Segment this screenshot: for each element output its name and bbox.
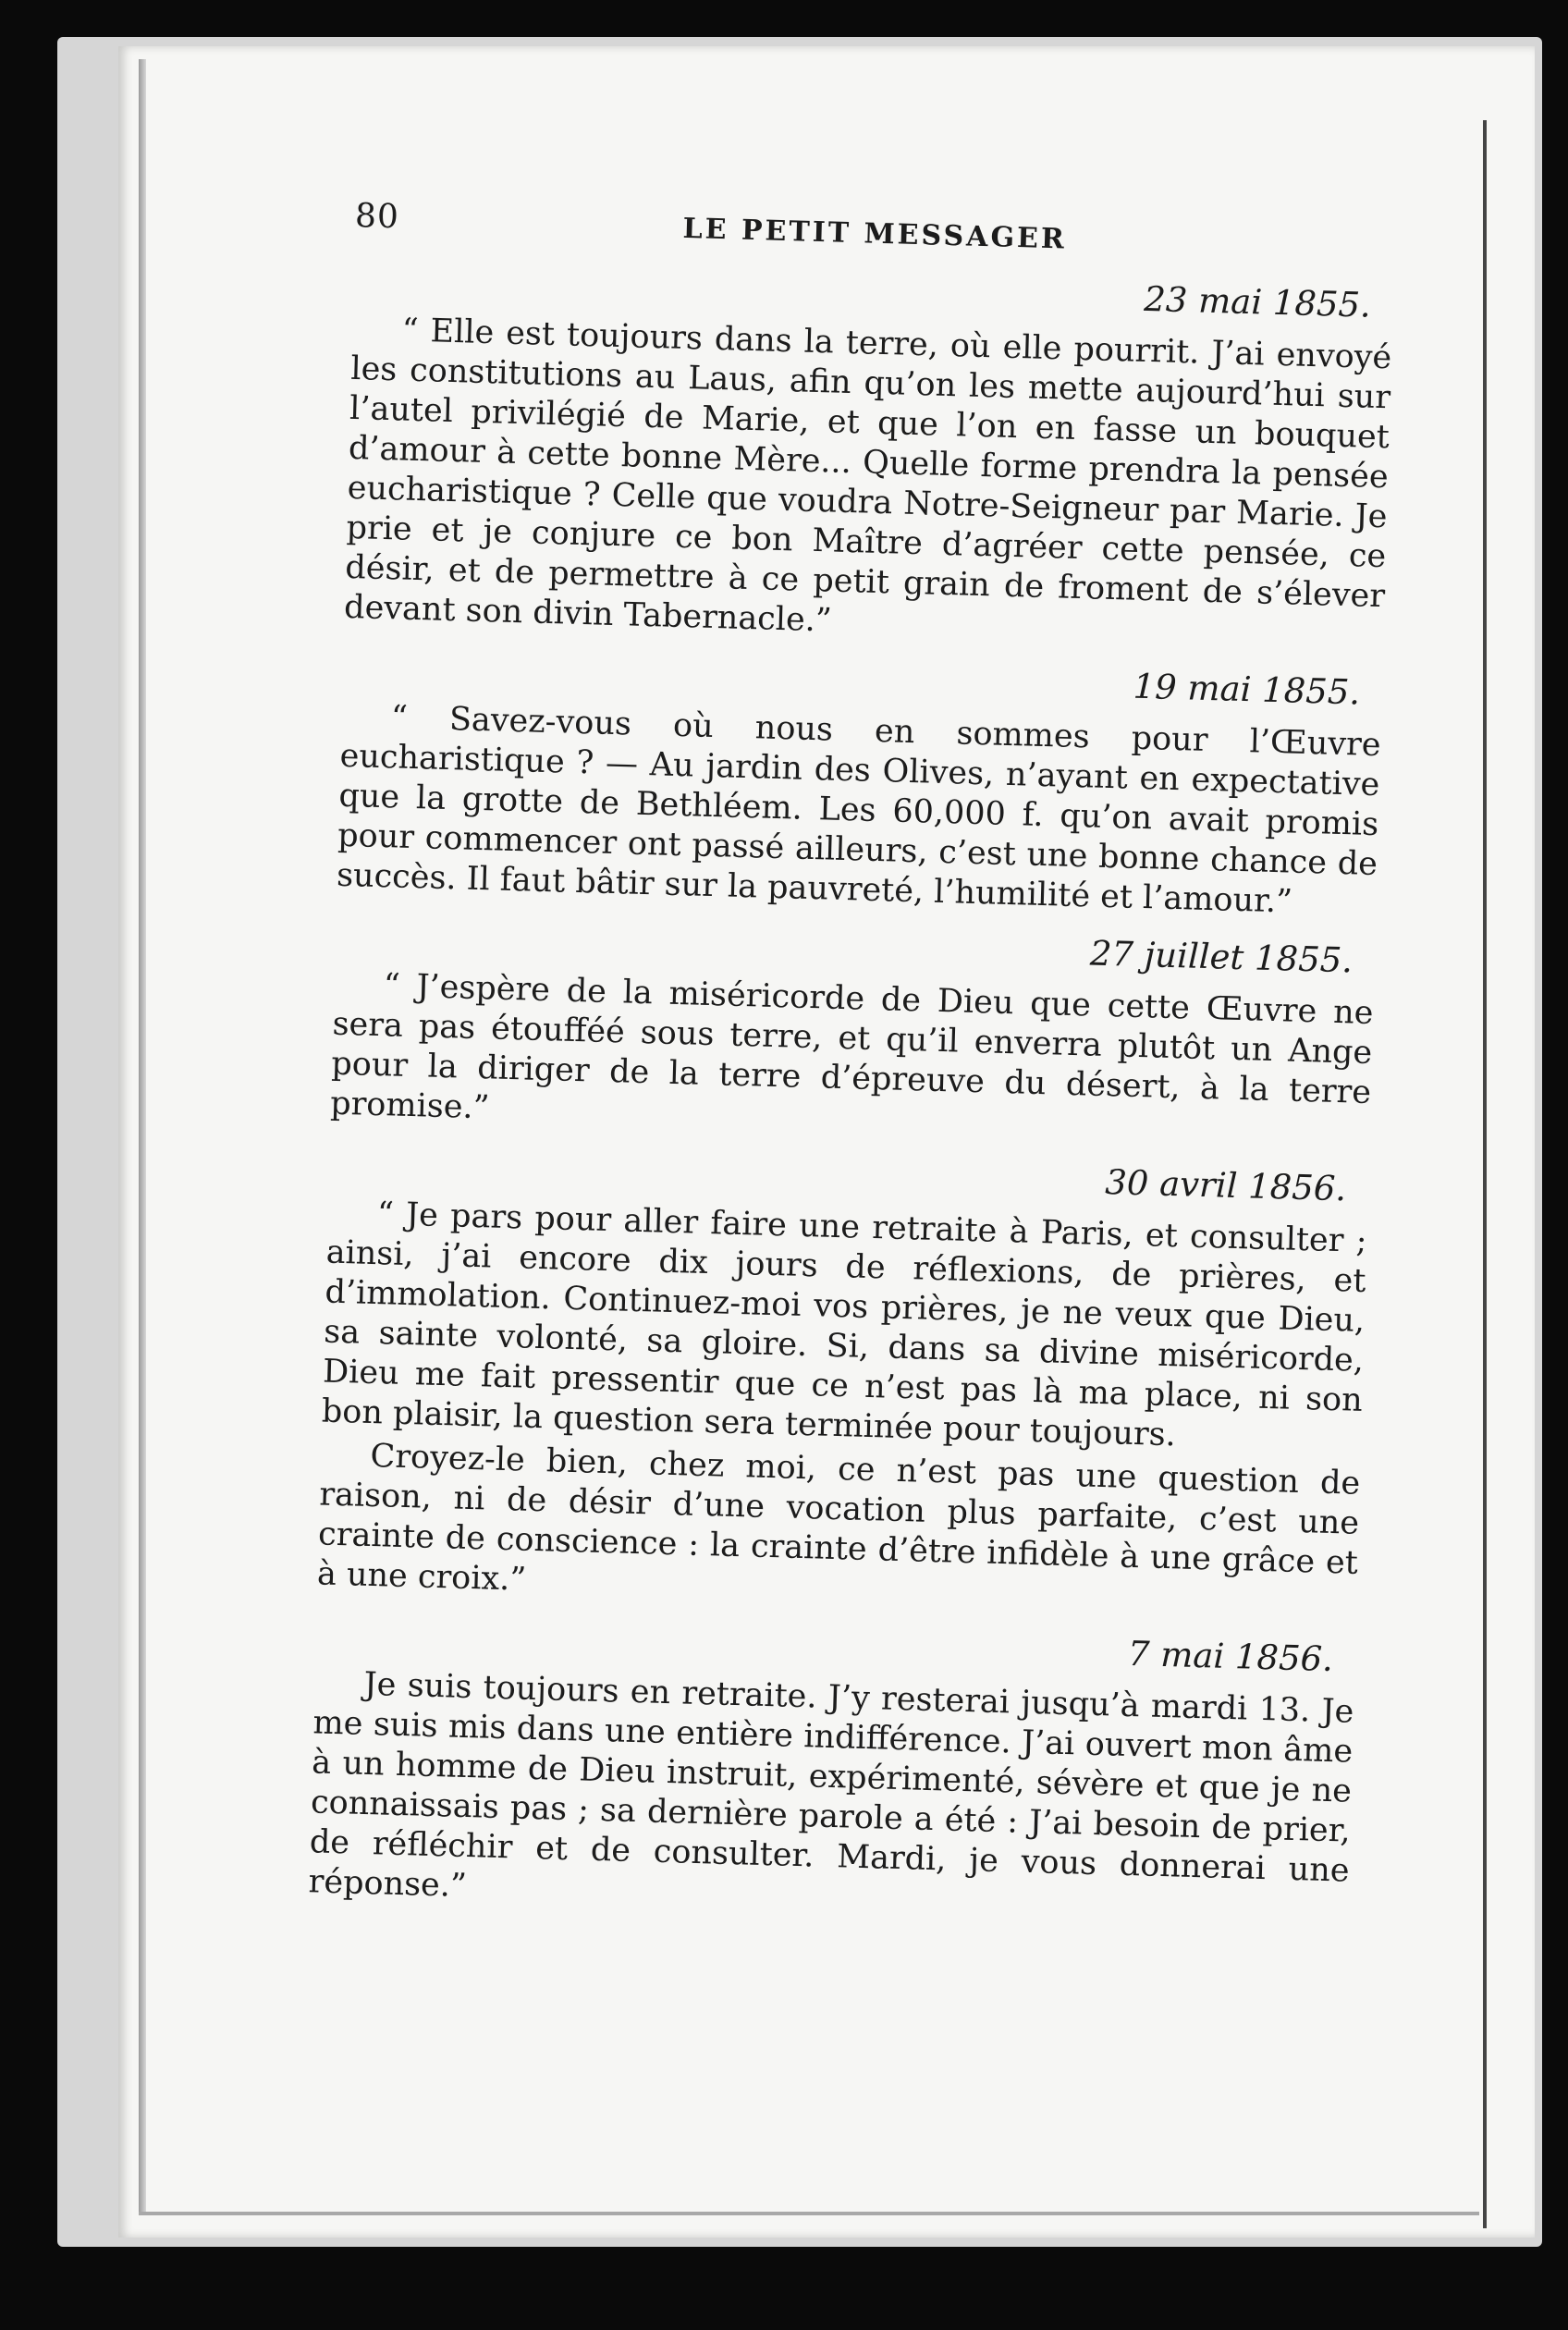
entry-paragraph: Je suis toujours en retraite. J’y resterai jusqu’à mardi 13. Je me suis mis dans une entière indifférence. J’ai ouvert mon âme à un homme de Dieu instruit, expérimenté, sévère et que je ne connaissais pas ; sa dernière parole a été : J’ai besoin de prier, de réfléchir et de consulter. Mardi, je vous donnerai une réponse.” (308, 1665, 1354, 1906)
page-right-edge (1483, 120, 1487, 2228)
entry-paragraph: “ J’espère de la miséricorde de Dieu que cette Œuvre ne sera pas étoufféé sous terre, et qu’il enverra plutôt un Ange pour la diriger de la terre d’épreuve du désert, à la terre promise.” (329, 967, 1374, 1127)
page-content (308, 185, 1396, 1948)
entry-paragraph: “ Je pars pour aller faire une retraite à Paris, et consulter ; ainsi, j’ai encore dix jours de réflexions, de prières, et d’immolation. Continuez-moi vos prières, je ne veux que Dieu, sa sainte volonté, sa gloire. Si, dans sa divine miséricorde, Dieu me fait pressentir que ce n’est pas là ma place, ni son bon plaisir, la question sera terminée pour toujours. (321, 1196, 1368, 1454)
running-head-title: LE PETIT MESSAGER (682, 212, 1068, 256)
entry-paragraph: “ Savez-vous où nous en sommes pour l’Œuvre eucharistique ? — Au jardin des Olives, n’ayant en expectative que la grotte de Bethléem. Les 60,000 f. qu’on avait promis pour commencer ont passé ailleurs, c’est une bonne chance de succès. Il faut bâtir sur la pauvreté, l’humilité et l’amour.” (336, 699, 1382, 921)
letter-entry (330, 913, 1376, 1153)
entry-date: 7 mai 1856. (1127, 1633, 1334, 1680)
entry-date: 27 juillet 1855. (1089, 933, 1354, 981)
letter-entry (344, 257, 1394, 656)
page-bottom-edge (139, 2212, 1479, 2215)
entry-paragraph: “ Elle est toujours dans la terre, où elle pourrit. J’ai envoyé les constitutions au Laus, afin qu’on les mette aujourd’hui sur l’autel privilégié de Marie, et que l’on en fasse un bouquet d’amour à cette bonne Mère... Quelle forme prendra la pensée eucharistique ? Celle que voudra Notre-Seigneur par Marie. Je prie et je conjure ce bon Maître d’agréer cette pensée, ce désir, et de permettre à ce petit grain de froment de s’élever devant son divin Tabernacle.” (343, 312, 1392, 640)
letter-entry (308, 1611, 1355, 1931)
entry-paragraph: Croyez-le bien, chez moi, ce n’est pas une question de raison, ni de désir d’une vocation plus parfaite, c’est une crainte de conscience : la crainte d’être infidèle à une grâce et à une croix.” (316, 1437, 1361, 1599)
page-number: 80 (354, 196, 400, 237)
entry-date: 30 avril 1856. (1104, 1162, 1347, 1209)
entry-date: 19 mai 1855. (1133, 666, 1361, 713)
letter-entry (316, 1141, 1368, 1624)
letter-entry (337, 644, 1383, 925)
entry-date: 23 mai 1855. (1143, 278, 1372, 325)
page-gutter-shadow (139, 59, 146, 2214)
